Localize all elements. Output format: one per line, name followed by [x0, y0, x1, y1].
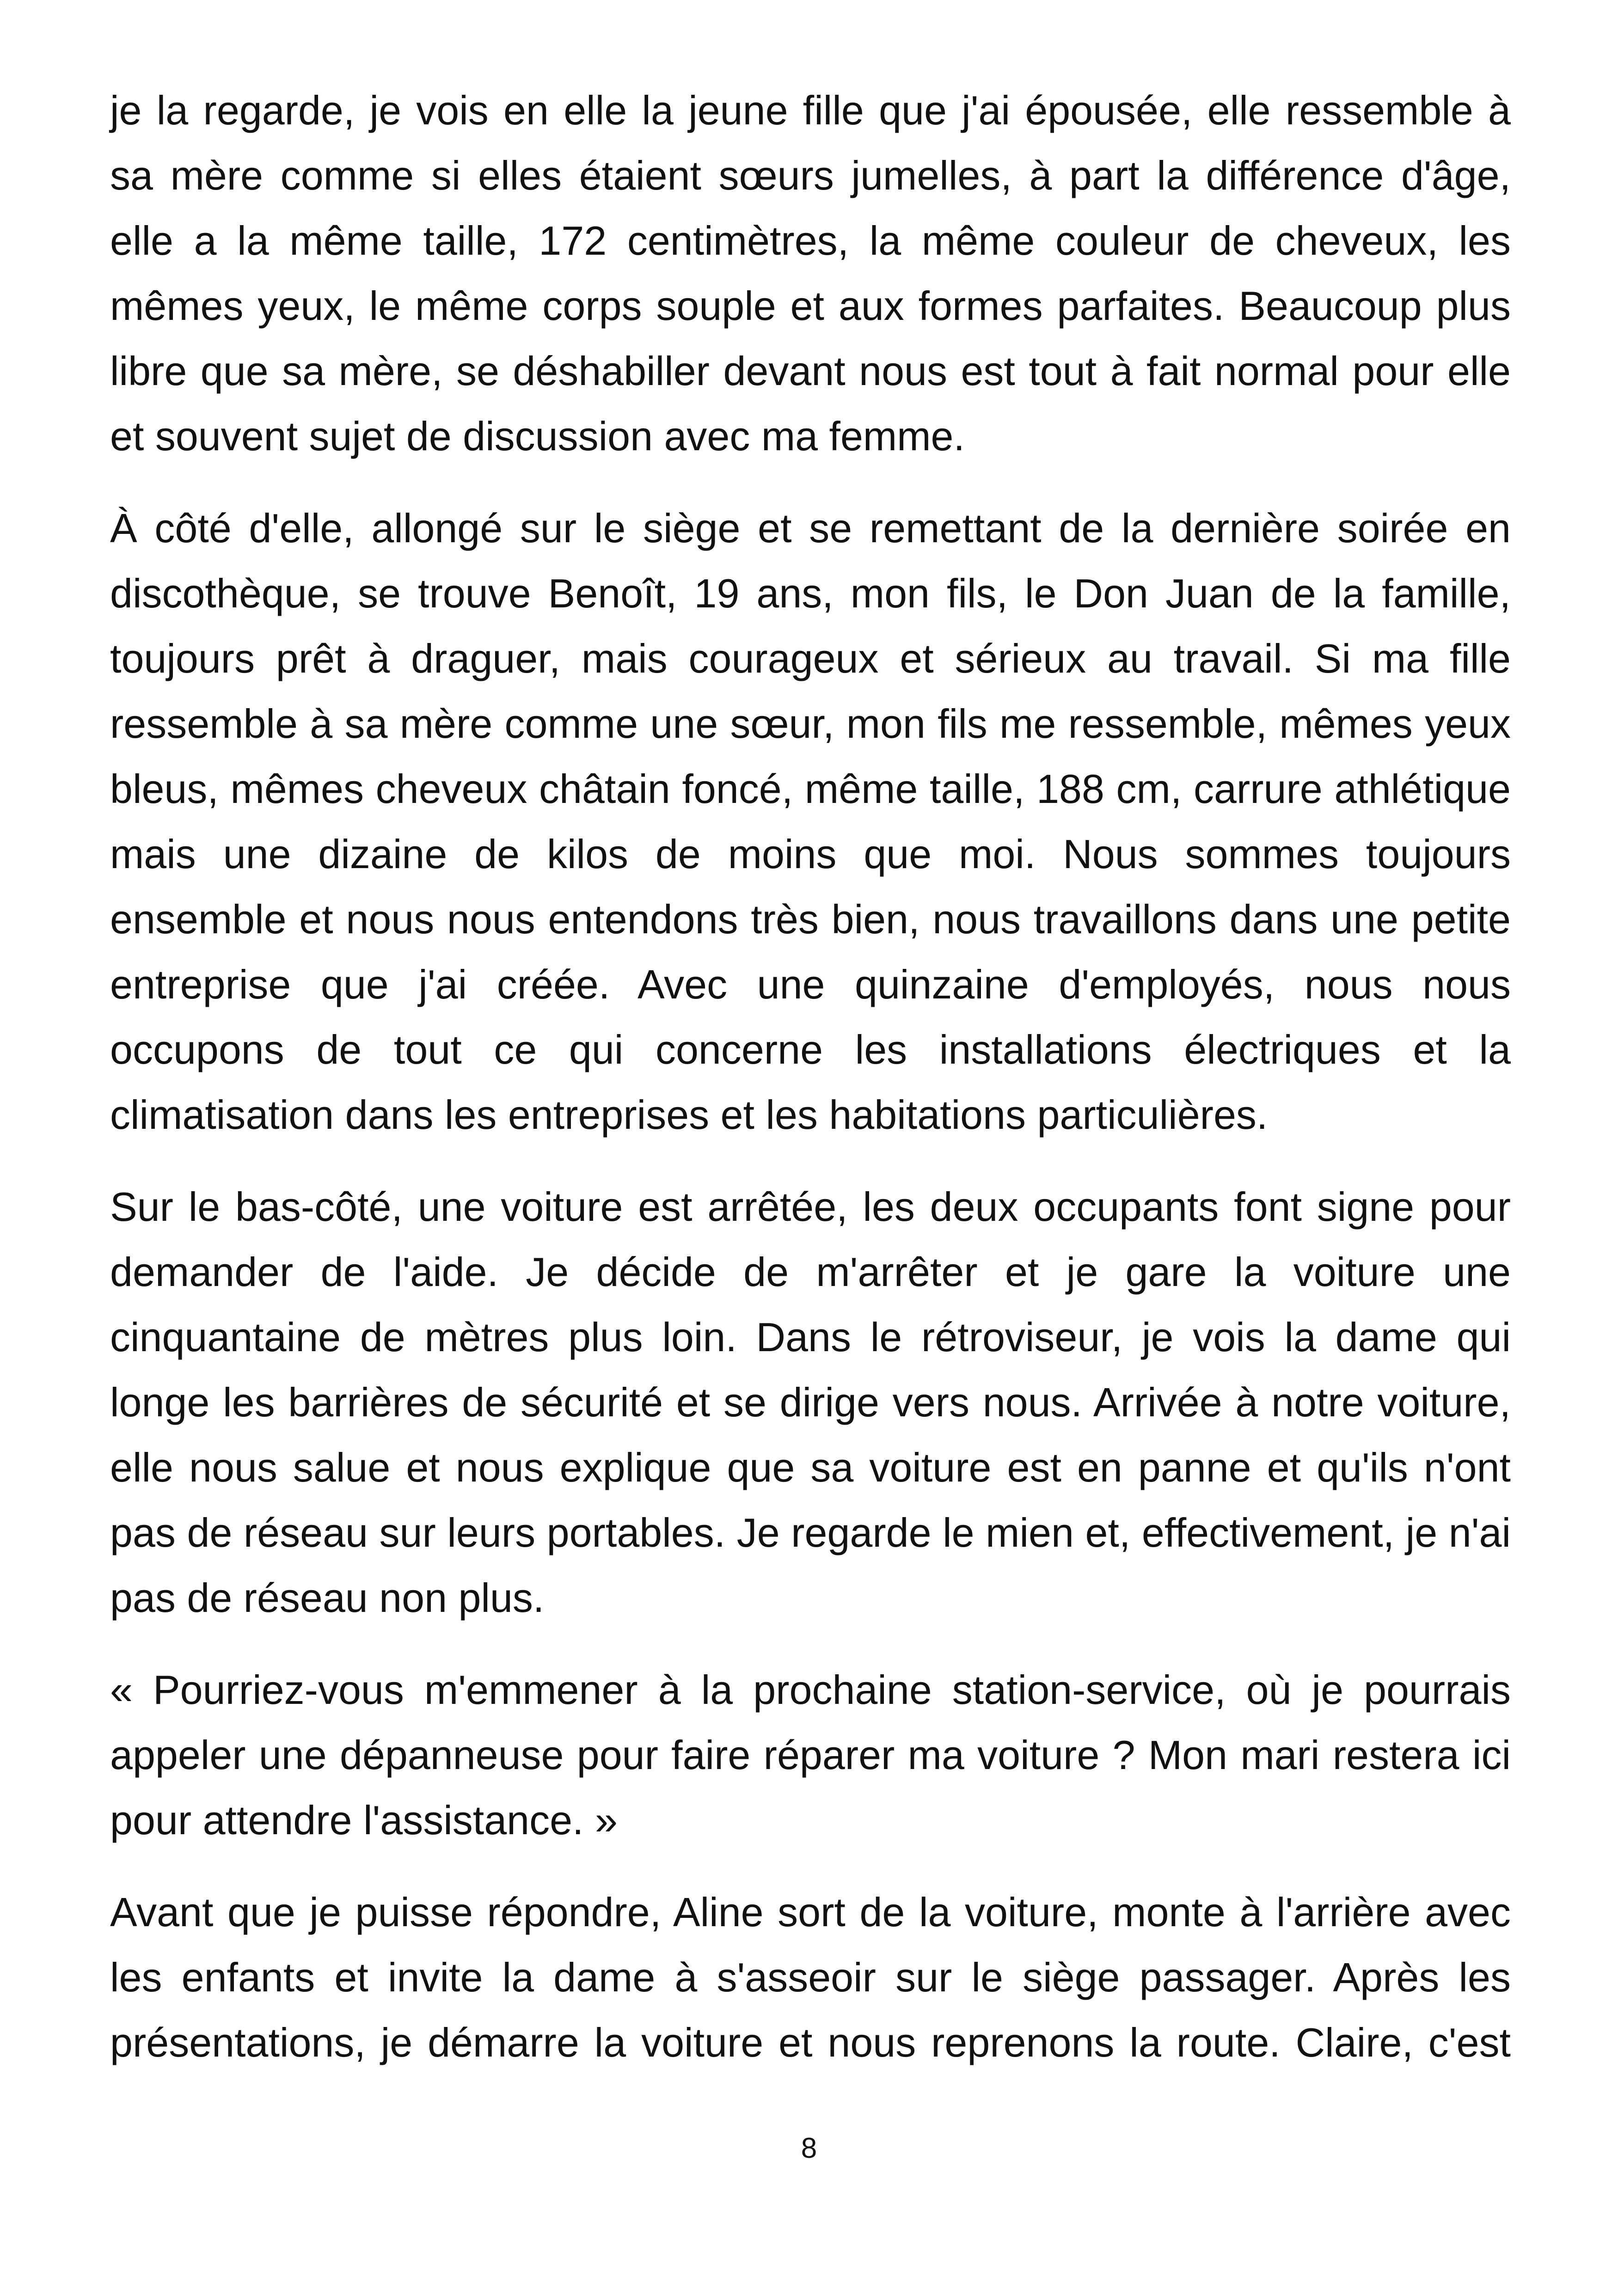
paragraph-2: À côté d'elle, allongé sur le siège et se remettant de la dernière soirée en discothèque, se trouve Benoît, 19 ans, mon fils, le Don Juan de la famille, toujours prêt à draguer, mais courageux et sérieux au travail. Si ma fille ressemble à sa mère comme une sœur, mon fils me ressemble, mêmes yeux bleus, mêmes cheveux châtain foncé, même taille, 188 cm, carrure athlétique mais une dizaine de kilos de moins que moi. Nous sommes toujours ensemble et nous nous entendons très bien, nous travaillons dans une petite entreprise que j'ai créée. Avec une quinzaine d'employés, nous nous occupons de tout ce qui concerne les installations électriques et la climatisation dans les entreprises et les habitations particulières. [110, 505, 1511, 1138]
paragraph-4: « Pourriez-vous m'emmener à la prochaine station-service, où je pourrais appeler une dépanneuse pour faire réparer ma voiture ? Mon mari restera ici pour attendre l'assistance. » [110, 1667, 1511, 1843]
paragraph-3: Sur le bas-côté, une voiture est arrêtée, les deux occupants font signe pour demander de l'aide. Je décide de m'arrêter et je gare la voiture une cinquantaine de mètres plus loin. Dans le rétroviseur, je vois la dame qui longe les barrières de sécurité et se dirige vers nous. Arrivée à notre voiture, elle nous salue et nous explique que sa voiture est en panne et qu'ils n'ont pas de réseau sur leurs portables. Je regarde le mien et, effectivement, je n'ai pas de réseau non plus. [110, 1184, 1511, 1621]
page-number: 8 [801, 2132, 817, 2164]
body-text [110, 78, 1511, 2102]
paragraph-1: je la regarde, je vois en elle la jeune fille que j'ai épousée, elle ressemble à sa mère comme si elles étaient sœurs jumelles, à part la différence d'âge, elle a la même taille, 172 centimètres, la même couleur de cheveux, les mêmes yeux, le même corps souple et aux formes parfaites. Beaucoup plus libre que sa mère, se déshabiller devant nous est tout à fait normal pour elle et souvent sujet de discussion avec ma femme. [110, 87, 1511, 459]
paragraph-5: Avant que je puisse répondre, Aline sort de la voiture, monte à l'arrière avec les enfants et invite la dame à s'asseoir sur le siège passager. Après les présentations, je démarre la voiture et nous reprenons la route. Claire, c'est [110, 1889, 1511, 2065]
